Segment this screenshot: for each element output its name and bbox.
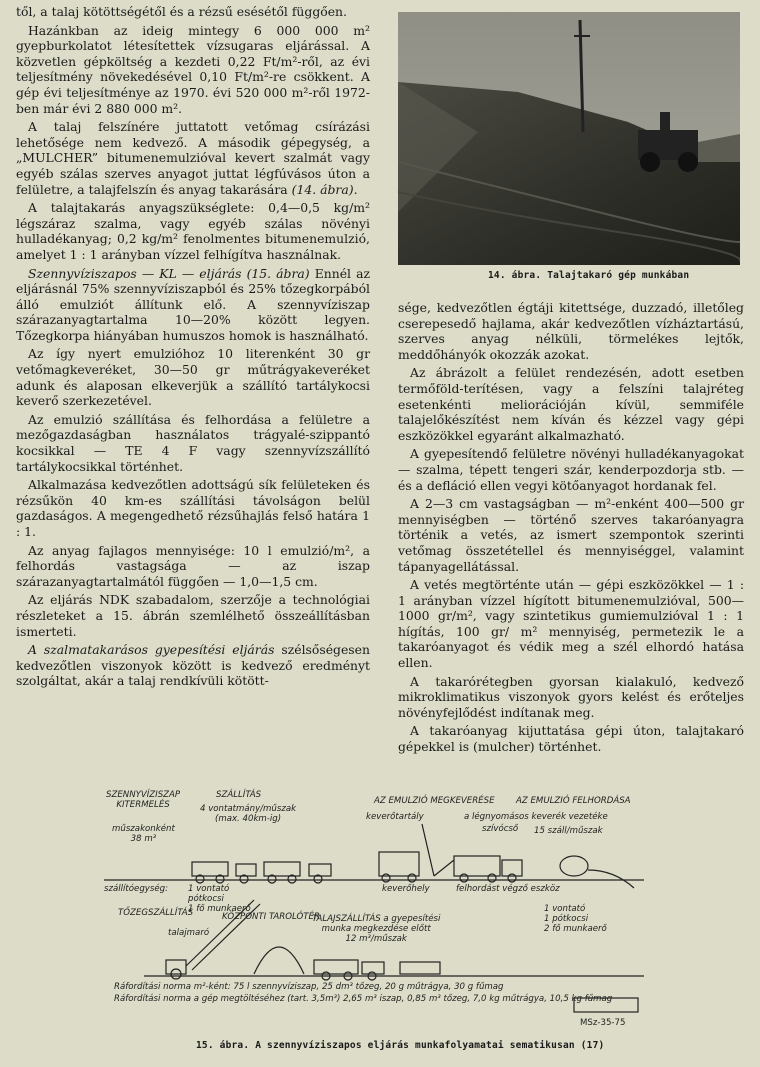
photo-caption: 14. ábra. Talajtakaró gép munkában <box>488 270 690 281</box>
label-suction-pipe: szívócső <box>482 824 519 834</box>
paragraph: Hazánkban az ideig mintegy 6 000 000 m² gyepburkolatot létesítettek vízsugaras eljárással. A közvetlen gépköltség a kezdeti 0,22 Ft/m²-ről, az évi teljesítmény növekedésével 0,10 Ft/m²-re csökkent. A gép évi teljesítménye az 1970. évi 520 000 m²-ről 1972-ben már évi 2 880 000 m². <box>16 22 370 116</box>
paragraph: A gyepesítendő felületre növényi hulladékanyagokat — szalma, tépett tengeri szár, kenderpozdorja stb. — és a defláció ellen vegyi kötőanyagot hordanak fel. <box>398 446 744 493</box>
label-pneumatic-line: a légnyomásos keverék vezetéke <box>464 812 608 822</box>
paragraph: Alkalmazása kedvezőtlen adottságú sík felületeken és rézsűkön 40 km-es szállítási távolságon belül gazdaságos. A megengedhető rézsűhajlás felső határa 1 : 1. <box>16 477 370 539</box>
label-per-shift: műszakonként 38 m³ <box>112 824 175 844</box>
paragraph: Az ábrázolt a felület rendezésén, adott esetben termőföld-terítésen, vagy a felszíni talajréteg esetenkénti meliorációján kívül, semmiféle talajelőkészítést nem kíván és kézzel vagy gépi eszközökkel egyaránt alkalmazható. <box>398 365 744 443</box>
photo-mulcher-machine <box>398 12 740 265</box>
label-standard-code: MSz-35-75 <box>580 1018 626 1028</box>
label-spreading-crew: 1 vontató 1 pótkocsi 2 fő munkaerő <box>544 904 607 934</box>
label-cost-norm-machine-fill: Ráfordítási norma a gép megtöltéséhez (tart. 3,5m³) 2,65 m³ iszap, 0,85 m³ tőzeg, 7,0 kg műtrágya, 10,5 kg fűmag <box>114 994 613 1004</box>
paragraph: sége, kedvezőtlen égtáji kitettsége, duzzadó, illetőleg cserepesedő hajlama, akár kedvezőtlen vízháztartású, szerves anyag nélküli, törmelékes lejtők, meddőhányók okozzák azokat. <box>398 300 744 362</box>
paragraph: Az anyag fajlagos mennyisége: 10 l emulzió/m², a felhordás vastagsága — az iszap szárazanyagtartalmától függően — 1,0—1,5 cm. <box>16 542 370 589</box>
label-cost-norm-per-m2: Ráfordítási norma m²-ként: 75 l szennyvíziszap, 25 dm³ tőzeg, 20 g műtrágya, 30 g fűmag <box>114 982 504 992</box>
label-transport-unit: szállítóegység: <box>104 884 168 894</box>
paragraph: A talaj felszínére juttatott vetőmag csírázási lehetősége nem kedvező. A második gépegység, a „MULCHER” bitumenemulzióval kevert szalmát vagy egyéb szálas szerves anyagot juttat légfúvásos úton a felületre, a talajfelszín és anyag takarására (14. ábra). <box>16 119 370 197</box>
label-soil-mill: talajmaró <box>168 928 210 938</box>
label-soil-transport: TALAJSZÁLLÍTÁS a gyepesítési munka megkezdése előtt 12 m³/műszak <box>312 914 441 944</box>
label-emulsion-mixing: AZ EMULZIÓ MEGKEVERÉSE <box>374 796 495 806</box>
paragraph: A takarórétegben gyorsan kialakuló, kedvező mikroklimatikus viszonyok gyors kelést és erőteljes növényfejlődést indítanak meg. <box>398 673 744 720</box>
label-mixing-tank: keverőtartály <box>366 812 424 822</box>
paragraph: A vetés megtörténte után — gépi eszközökkel — 1 : 1 arányban vízzel hígított bitumenemulzióval, 500—1000 gr/m², vagy szintetikus gumiemulzióval 1 : 1 hígítás, 100 gr/ m² mennyiség, permetezik le a takaróanyagot és védik meg a szél elhordó hatása ellen. <box>398 577 744 671</box>
paragraph: A szalmatakarásos gyepesítési eljárás szélsőségesen kedvezőtlen viszonyok között is kedvező eredményt szolgáltat, akár a talaj rendkívüli kötött- <box>16 642 370 689</box>
process-schematic-diagram <box>104 780 644 1038</box>
paragraph: től, a talaj kötöttségétől és a rézsű esésétől függően. <box>16 4 347 19</box>
label-central-storage: KÖZPONTI TAROLÓTÉR <box>222 912 320 922</box>
photo-illustration <box>398 12 740 265</box>
paragraph: Az így nyert emulzióhoz 10 literenként 30 gr vetőmagkeveréket, 30—50 gr műtrágyakeveréket adunk és alaposan elkeverjük a szállító tartálykocsi keverő szerkezetével. <box>16 346 370 409</box>
label-spreading-tool: felhordást végző eszköz <box>456 884 560 894</box>
figure-caption: 15. ábra. A szennyvíziszapos eljárás munkafolyamatai sematikusan (17) <box>196 1040 605 1051</box>
paragraph: A talajtakarás anyagszükséglete: 0,4—0,5 kg/m² légszáraz szalma, vagy egyéb szálas növényi hulladékanyag; 0,2 kg/m² fenolmentes bitumenemulzió, amelyet 1 : 1 arányban vízzel felhígítva használnak. <box>16 200 370 262</box>
label-mixing-site: keverőhely <box>382 884 430 894</box>
label-peat-transport: TŐZEGSZÁLLÍTÁS <box>118 908 194 918</box>
paragraph: A takaróanyag kijuttatása gépi úton, talajtakaró gépekkel is (mulcher) történhet. <box>398 723 744 755</box>
paragraph: Szennyvíziszapos — KL — eljárás (15. ábra) Ennél az eljárásnál 75% szennyvíziszapból és 25% tőzegkorpából álló emulziót állítunk elő. A szennyvíziszap szárazanyagtartalma 10—20% között legyen. Tőzegkorpa hiányában humuszos homok is használható. <box>16 265 370 343</box>
label-unit-composition: 1 vontató pótkocsi 1 fő munkaerő <box>188 884 251 914</box>
paragraph: Az emulzió szállítása és felhordása a felületre a mezőgazdaságban használatos trágyalé-szippantó kocsikkal — TE 4 F vagy szennyvízszállító tartálykocsikkal történhet. <box>16 411 370 474</box>
label-trips-per-shift: 15 száll/műszak <box>534 826 603 836</box>
label-transport: SZÁLLÍTÁS <box>216 790 262 800</box>
paragraph: Az eljárás NDK szabadalom, szerzője a technológiai részleteket a 15. ábrán szemlélhető összeállításban ismerteti. <box>16 592 370 639</box>
section-heading: Szennyvíziszapos — KL — eljárás (15. ábra) <box>28 265 310 281</box>
paragraph: A 2—3 cm vastagságban — m²-enként 400—500 gr mennyiségben — történő szerves takaróanyagra történik a vetés, az ismert szempontok szerinti vetőmag összetétellel és mennyiséggel, valamint tápanyagellátással. <box>398 496 744 574</box>
left-text-column <box>16 4 370 692</box>
label-sludge-extraction: SZENNYVÍZISZAP KITERMELÉS <box>106 790 181 810</box>
label-loads-per-shift: 4 vontatmány/műszak (max. 40km-ig) <box>200 804 297 824</box>
right-text-column <box>398 300 744 758</box>
label-emulsion-spreading: AZ EMULZIÓ FELHORDÁSA <box>516 796 631 806</box>
section-heading: A szalmatakarásos gyepesítési eljárás <box>28 642 275 658</box>
